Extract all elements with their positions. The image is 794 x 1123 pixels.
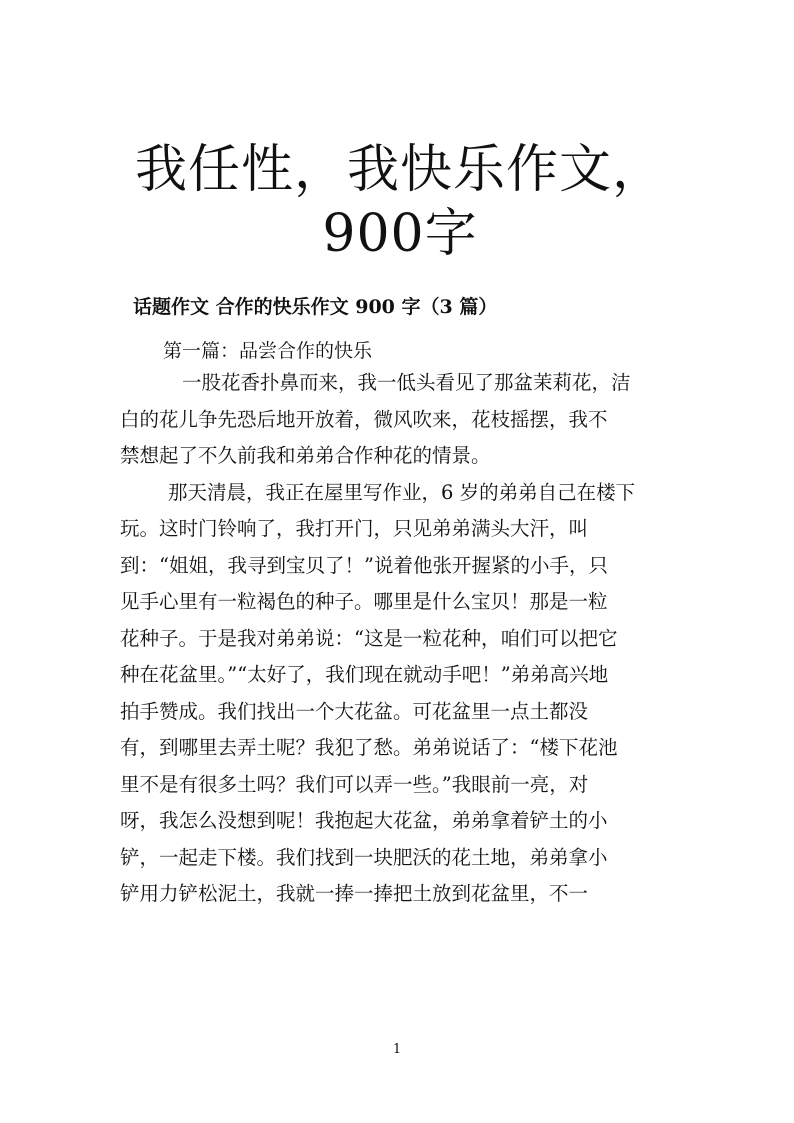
page-number: 1 xyxy=(392,1042,402,1057)
body-line: 到：“姐姐，我寻到宝贝了！”说着他张开握紧的小手，只 xyxy=(120,553,608,577)
article-subtitle: 话题作文 合作的快乐作文 900 字（3 篇） xyxy=(133,296,498,318)
body-line: 禁想起了不久前我和弟弟合作种花的情景。 xyxy=(120,444,491,467)
body-line: 呀，我怎么没想到呢！我抱起大花盆，弟弟拿着铲土的小 xyxy=(120,809,608,832)
body-line: 白的花儿争先恐后地开放着，微风吹来，花枝摇摆，我不 xyxy=(120,407,608,431)
body-line: 一股花香扑鼻而来，我一低头看见了那盆茉莉花，洁 xyxy=(182,371,631,394)
body-line: 拍手赞成。我们找出一个大花盆。可花盆里一点土都没 xyxy=(120,699,589,723)
document-title: 我任性，我快乐作文，900字 xyxy=(134,140,665,264)
body-line: 里不是有很多土吗？我们可以弄一些。”我眼前一亮，对 xyxy=(120,772,589,796)
body-line: 见手心里有一粒褐色的种子。哪里是什么宝贝！那是一粒 xyxy=(120,590,608,613)
body-line: 那天清晨，我正在屋里写作业，6 岁的弟弟自己在楼下 xyxy=(168,480,636,504)
body-line: 铲用力铲松泥土，我就一捧一捧把土放到花盆里，不一 xyxy=(120,882,589,905)
body-line: 玩。这时门铃响了，我打开门，只见弟弟满头大汗，叫 xyxy=(120,517,589,540)
body-text xyxy=(120,365,680,913)
section-heading: 第一篇：品尝合作的快乐 xyxy=(163,340,373,362)
body-line: 铲，一起走下楼。我们找到一块肥沃的花土地，弟弟拿小 xyxy=(120,845,608,869)
body-line: 花种子。于是我对弟弟说：“这是一粒花种，咱们可以把它 xyxy=(120,626,618,650)
body-line: 有，到哪里去弄土呢？我犯了愁。弟弟说话了：“楼下花池 xyxy=(120,736,618,759)
body-line: 种在花盆里。”“太好了，我们现在就动手吧！”弟弟高兴地 xyxy=(120,663,609,686)
